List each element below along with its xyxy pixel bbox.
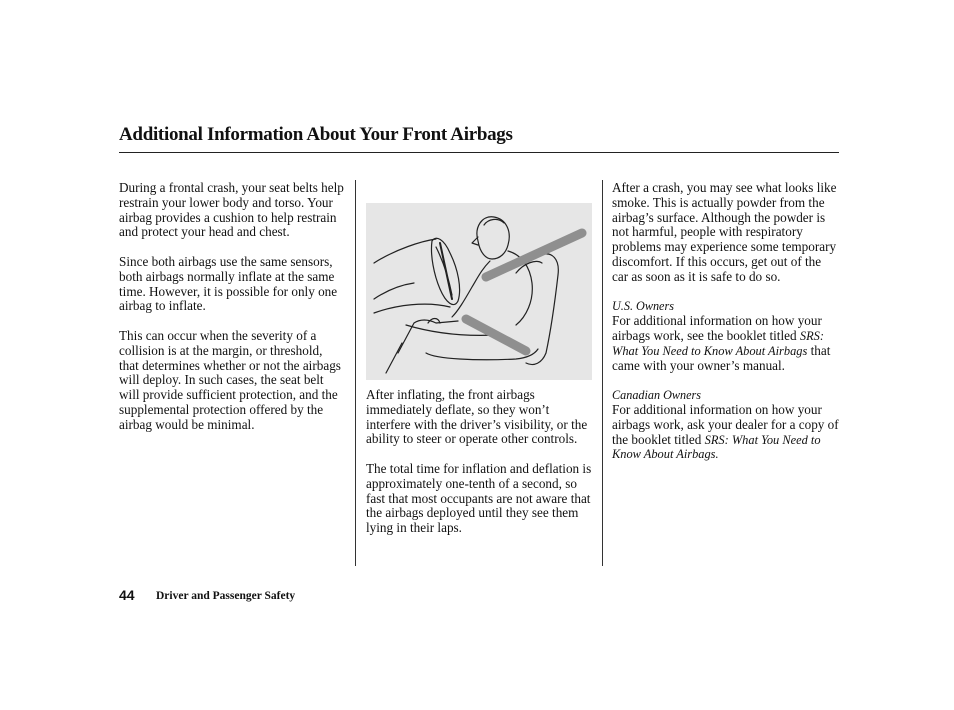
paragraph: The total time for inflation and deflation is approximately one-tenth of a second, so fast that most occupants are not aware that the airbags deployed until they see them lying in their laps. (366, 460, 592, 536)
paragraph: Since both airbags use the same sensors, both airbags normally inflate at the same time. However, it is possible for only one airbag to inflate. (119, 253, 338, 314)
us-owners-paragraph (612, 314, 840, 373)
airbag-illustration (366, 203, 592, 380)
column-right (612, 181, 840, 477)
title-underline (119, 152, 839, 153)
us-owners-text: For additional information on how your airbags work, see the booklet titled (612, 313, 822, 343)
column-divider-right (602, 180, 603, 566)
canadian-owners-paragraph (612, 403, 840, 462)
seat-back-shape (526, 254, 558, 365)
us-owners-heading: U.S. Owners (612, 299, 674, 314)
paragraph: This can occur when the severity of a collision is at the margin, or threshold, that determines whether or not the airbags will deploy. In such cases, the seat belt will provide sufficient protection, and the supplemental protection offered by the airbag would be minimal. (119, 327, 341, 432)
section-name: Driver and Passenger Safety (156, 590, 296, 602)
column-divider-left (355, 180, 356, 566)
page-number: 44 (119, 587, 135, 603)
canadian-booklet-title: SRS: What You Need to Know About Airbags. (612, 432, 821, 462)
us-owners-text-end: that came with your owner’s manual. (612, 342, 831, 373)
page-title: Additional Information About Your Front Airbags (119, 124, 513, 145)
column-middle (366, 388, 594, 551)
paragraph: After inflating, the front airbags immediately deflate, so they won’t interfere with the driver’s visibility, or the ability to steer or operate other controls. (366, 387, 588, 447)
us-booklet-title: SRS: What You Need to Know About Airbags (612, 328, 824, 358)
paragraph: During a frontal crash, your seat belts help restrain your lower body and torso. Your airbag provides a cushion to help restrain and protect your head and chest. (119, 180, 344, 240)
column-left (119, 181, 345, 447)
canadian-owners-text: For additional information on how your airbags work, ask your dealer for a copy of the booklet titled (612, 401, 839, 447)
paragraph: After a crash, you may see what looks like smoke. This is actually powder from the airbag’s surface. Although the powder is not harmful, people with respiratory problems may experience some temporary discomfort. If this occurs, get out of the car as soon as it is safe to do so. (612, 180, 837, 284)
seat-belt-shoulder (486, 233, 582, 277)
canadian-owners-heading: Canadian Owners (612, 388, 702, 403)
